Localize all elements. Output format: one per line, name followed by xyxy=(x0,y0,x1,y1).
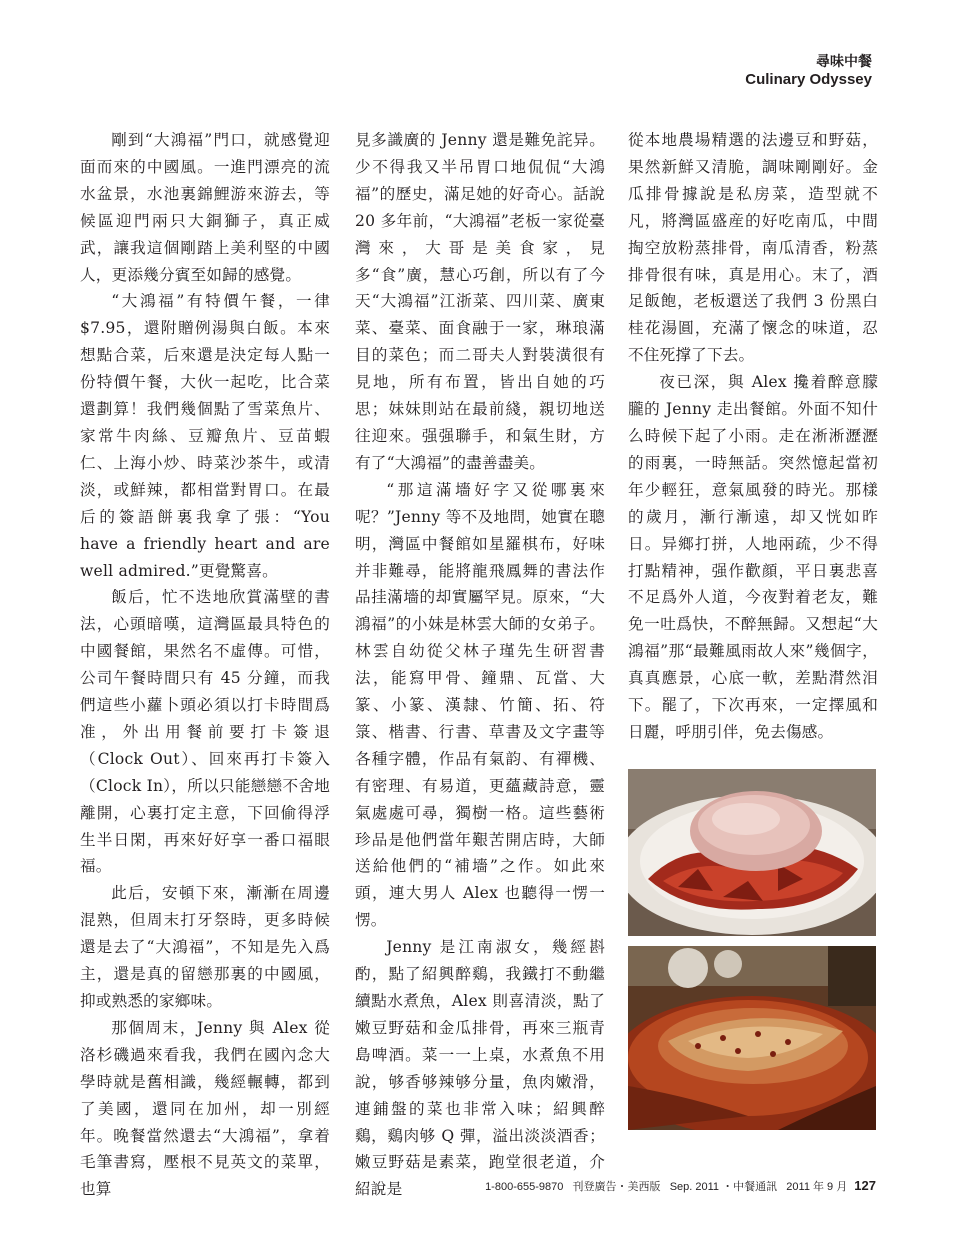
food-photo-boiled-fish xyxy=(628,946,876,1130)
paragraph: 此后，安頓下來，漸漸在周邊混熟，但周末打牙祭時，更多時候還是去了“大鴻福”，不知是先入爲主，還是真的留戀那裏的中國風，抑或熟悉的家鄉味。 xyxy=(80,884,330,1010)
paragraph: “大鴻福”有特價午餐，一律 $7.95，還附贈例湯與白飯。本來想點合菜，后來還是決定每人點一份特價午餐，大伙一起吃，比合菜還劃算！我們幾個點了雪菜魚片、家常牛肉絲、豆瓣魚片、豆苗蝦仁、上海小炒、時菜沙茶牛，或清淡，或鮮辣，都相當對胃口。在最后的簽語餅裏我拿了張：“You have a friendly heart and are well admired.”更覺驚喜。 xyxy=(80,292,330,580)
paragraph: 從本地農場精選的法邊豆和野菇，果然新鮮又清脆，調味剛剛好。金瓜排骨據說是私房菜，造型就不凡，將灣區盛産的好吃南瓜，中間掏空放粉蒸排骨，南瓜清香，粉蒸排骨很有味，真是用心。末了，酒足飯飽，老板還送了我們 3 份黑白桂花湯圓，充滿了懷念的味道，忍不住死撑了下去。 xyxy=(628,131,878,365)
paragraph: 見多識廣的 Jenny 還是難免詫异。少不得我又半吊胃口地侃侃“大鴻福”的歷史，滿足她的好奇心。話說 20 多年前，“大鴻福”老板一家從臺灣來，大哥是美食家，見多“食”廣，慧心巧創，所以有了今天“大鴻福”江浙菜、四川菜、廣東菜、臺菜、面食融于一家，琳琅滿目的菜色；而二哥夫人對裝潢很有見地，所有布置，皆出自她的巧思；妹妹則站在最前綫，親切地送往迎來。强强聯手，和氣生財，方有了“大鴻福”的盡善盡美。 xyxy=(355,131,605,472)
food-photo-roast-duck-platter xyxy=(628,769,876,936)
phone-number: 1-800-655-9870 xyxy=(485,1181,564,1193)
article-column-1 xyxy=(80,127,330,1203)
paragraph: 飯后，忙不迭地欣賞滿壁的書法，心頭暗嘆，這灣區最具特色的中國餐館，果然名不虛傳。可惜，公司午餐時間只有 45 分鐘，而我們這些小蘿卜頭必須以打卡時間爲准，外出用餐前要打卡簽退（Clock Out）、回來再打卡簽入（Clock In），所以只能戀戀不舍地離開，心裏打定主意，下回偷得浮生半日閑，再來好好享一番口福眼福。 xyxy=(80,588,330,876)
paragraph: 剛到“大鴻福”門口，就感覺迎面而來的中國風。一進門漂亮的流水盆景，水池裏錦鯉游來游去，等候區迎門兩只大銅獅子，真正威武，讓我這個剛踏上美利堅的中國人，更添幾分賓至如歸的感覺。 xyxy=(80,131,330,284)
section-title-english: Culinary Odyssey xyxy=(745,71,872,88)
article-column-2 xyxy=(355,127,605,1203)
article-column-3 xyxy=(628,127,878,746)
paragraph: 那個周末，Jenny 與 Alex 從洛杉磯過來看我，我們在國內念大學時就是舊相識，幾經輾轉，都到了美國，還同在加州，却一別經年。晚餐當然還去“大鴻福”，拿着毛筆書寫，壓根不見英文的菜單，也算 xyxy=(80,1018,330,1199)
issue-date-english: Sep. 2011 xyxy=(669,1181,720,1193)
page-number: 127 xyxy=(854,1178,876,1193)
section-title-chinese: 尋味中餐 xyxy=(816,54,872,70)
page-footer xyxy=(485,1178,876,1194)
paragraph: 夜已深，與 Alex 攙着醉意朦朧的 Jenny 走出餐館。外面不知什么時候下起了小雨。走在淅淅瀝瀝的雨裏，一時無話。突然憶起當初年少輕狂，意氣風發的時光。那樣的歲月，漸行漸遠，却又恍如昨日。异鄉打拼，人地兩疏，少不得打點精神，强作歡顔，平日裏悲喜不足爲外人道，今夜對着老友，難免一吐爲快，不醉無歸。又想起“大鴻福”那“最難風雨故人來”幾個字，真真應景，心底一軟，差點潸然泪下。罷了，下次再來，一定擇風和日麗，呼朋引伴，免去傷感。 xyxy=(628,373,878,741)
issue-date-chinese: 2011 年 9 月 xyxy=(786,1181,848,1193)
publication-name: ・中餐通訊 xyxy=(722,1181,778,1193)
paragraph: “那這滿墻好字又從哪裏來呢？”Jenny 等不及地問，她實在聰明，灣區中餐館如星羅棋布，好味并非難尋，能將龍飛鳳舞的書法作品挂滿墻的却實屬罕見。原來，“大鴻福”的小妹是林雲大師的女弟子。林雲自幼從父林子瑾先生研習書法，能寫甲骨、鐘鼎、瓦當、大篆、小篆、漢隸、竹簡、拓、符箓、楷書、行書、草書及文字畫等各種字體，作品有氣韵、有禪機、有密理、有易道，更蘊藏詩意，靈氣處處可尋，獨樹一格。這些藝術珍品是他們當年艱苦開店時，大師送給他們的“補墻”之作。如此來頭，連大男人 Alex 也聽得一愣一愣。 xyxy=(355,480,605,930)
paragraph: Jenny 是江南淑女，幾經斟酌，點了紹興醉鷄，我鐵打不動繼續點水煮魚，Alex 則喜清淡，點了嫩豆野菇和金瓜排骨，再來三瓶青島啤酒。菜一一上桌，水煮魚不用說，够香够辣够分量，魚肉嫩滑，連鋪盤的菜也非常入味；紹興醉鷄，鷄肉够 Q 彈，溢出淡淡酒香；嫩豆野菇是素菜，跑堂很老道，介紹說是 xyxy=(355,938,605,1199)
ad-text: 刊登廣告・美西版 xyxy=(572,1181,661,1193)
